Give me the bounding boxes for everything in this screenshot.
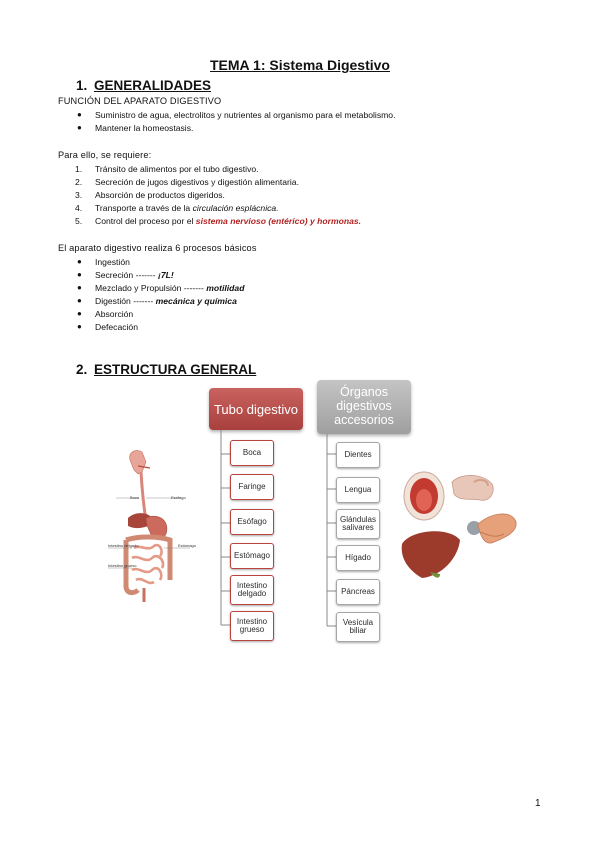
processes-intro: El aparato digestivo realiza 6 procesos básicos [58,243,257,253]
function-subtitle: FUNCIÓN DEL APARATO DIGESTIVO [58,96,222,106]
list-item: ● Defecación [77,322,138,332]
list-item: ● Secreción ------- ¡7L! [77,270,174,280]
section-2-heading [76,362,256,377]
bullet-icon: ● [77,322,82,331]
section-2-number: 2. [76,362,88,377]
list-item: ● Ingestión [77,257,130,267]
digestive-structure-figure [108,378,520,640]
list-item: 3. Absorción de productos digeridos. [75,190,225,200]
requirements-intro: Para ello, se requiere: [58,150,152,160]
organo-item-vesicula-biliar: Vesícula biliar [336,612,380,642]
digestive-tract-illustration [108,448,208,608]
bullet-icon: ● [77,257,82,266]
organo-item-pancreas: Páncreas [336,579,380,605]
bullet-icon: ● [77,123,82,132]
list-item: 2. Secreción de jugos digestivos y digestión alimentaria. [75,177,299,187]
page-number: 1 [535,798,541,809]
bullet-icon: ● [77,110,82,119]
organo-item-lengua: Lengua [336,477,380,503]
tubo-item-intestino-delgado: Intestino delgado [230,575,274,605]
tubo-item-esofago: Esófago [230,509,274,535]
organos-accesorios-header: Órganos digestivos accesorios [317,380,411,434]
section-1-heading [76,78,211,93]
anatomy-label: Intestino grueso [108,563,137,568]
list-item: ● Absorción [77,309,134,319]
list-item: ● Mantener la homeostasis. [77,123,194,133]
section-2-title: ESTRUCTURA GENERAL [94,362,257,377]
bullet-icon: ● [77,270,82,279]
anatomy-label: Estómago [178,543,197,548]
list-item: ● Mezclado y Propulsión ------- motilidad [77,283,245,293]
bullet-icon: ● [77,296,82,305]
tubo-item-boca: Boca [230,440,274,466]
list-item: 1. Tránsito de alimentos por el tubo digestivo. [75,164,259,174]
tubo-item-faringe: Faringe [230,474,274,500]
accessory-organs-illustration [400,466,520,601]
organo-item-dientes: Dientes [336,442,380,468]
anatomy-label: Boca [130,495,140,500]
section-1-number: 1. [76,78,88,93]
organo-item-higado: Hígado [336,545,380,571]
bullet-icon: ● [77,283,82,292]
organo-item-glandulas-salivares: Glándulas salivares [336,509,380,539]
list-item: ● Digestión ------- mecánica y química [77,296,237,306]
tubo-digestivo-header: Tubo digestivo [209,388,303,430]
list-item: 4. Transporte a través de la circulación esplácnica. [75,203,279,213]
anatomy-label: Esófago [171,495,186,500]
tubo-item-estomago: Estómago [230,543,274,569]
section-1-title: GENERALIDADES [94,78,212,93]
page-title: TEMA 1: Sistema Digestivo [210,57,390,73]
bullet-icon: ● [77,309,82,318]
tubo-item-intestino-grueso: Intestino grueso [230,611,274,641]
anatomy-label: Intestino delgado [108,543,139,548]
list-item: 5. Control del proceso por el sistema nervioso (entérico) y hormonas. [75,216,362,226]
list-item: ● Suministro de agua, electrolitos y nutrientes al organismo para el metabolismo. [77,110,396,120]
